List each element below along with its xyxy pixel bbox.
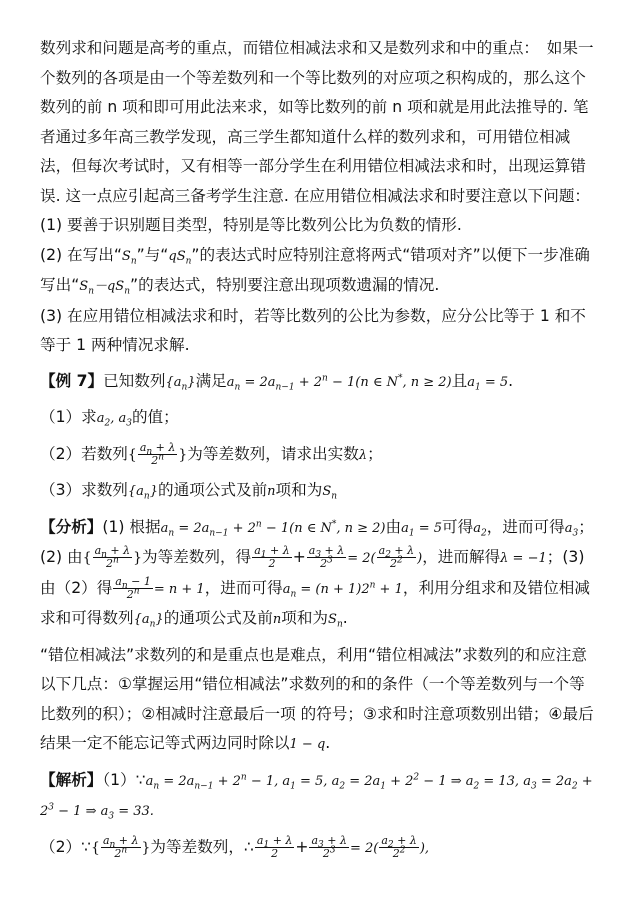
- sn-minus-qsn: $S_n-qS_n$: [79, 279, 131, 297]
- question-2: （2）若数列{ $\frac{a_n + \lambda}{2^n}$ }为等差数列，请求出实数λ；: [40, 440, 383, 467]
- fraction-an-lambda: $\frac{a_n + \lambda}{2^n}$: [139, 440, 176, 467]
- point-2-text-c: ”的表达式时应特别注意将两式“错项对齐”以便下一步准确写出“: [40, 245, 590, 294]
- example-stem: 【例 7】已知数列$\{a_n\}$满足$a_n = 2a_{n-1} + 2^n - 1(n$ ∈ N*, n ≥ 2)且$a_1 = 5$.: [40, 371, 514, 393]
- point-1: [40, 211, 600, 241]
- analysis-tag: 【分析】: [40, 517, 103, 536]
- solution-part-1: 【解析】$(1)\because a_n = 2a_{n-1} + 2^n - 1$, $a_1 = 5$, $a_2 = 2a_1 + 2^2 - 1$ ⇒ $a_2 = 13$, $a_3 = 2a_2 + 2^3 - 1$ ⇒ $a_3 = 33$.: [40, 770, 593, 822]
- sn-symbol: S: [121, 248, 131, 264]
- qsn-symbol: qS: [168, 248, 186, 264]
- analysis-paragraph: 【分析】(1) 根据$a_n = 2a_{n-1} + 2^n - 1(n$ ∈ N*, n ≥ 2)由$a_1 = 5$可得$a_2$，进而可得$a_3$；(2) 由{ $\frac{a_n + \lambda}{2^n}$ }为等差数列，得 $\frac{a_1 + \lambda}{2}$ + $\frac{a_3 + \lambda}{2^3}$ = 2( $\frac{a_2 + \lambda}{2^2}$ )，进而解得λ = −1；(3) 由（2）得 $\frac{a_n - 1}{2^n}$ = n + 1，进而可得$a_n = (n + 1)2^n + 1$，利用分组求和及错位相减求和可得数列$\{a_n\}$的通项公式及前n项和为$S_n$.: [40, 517, 594, 630]
- point-3-text: (3) 在应用错位相减法求和时，若等比数列的公比为参数，应分公比等于 1 和不等于 1 两种情况求解.: [40, 306, 586, 354]
- question-3: （3）求数列$\{a_n\}$的通项公式及前n项和为$S_n$: [40, 481, 338, 502]
- method-note: “错位相减法”求数列的和是重点也是难点，利用“错位相减法”求数列的和应注意以下几点：①掌握运用“错位相减法”求数列的和的条件（一个等差数列与一个等比数列的积）；②相减时注意最后一项 的符号；③求和时注意项数别出错；④最后结果一定不能忘记等式两边同时除以1 − q.: [40, 645, 594, 752]
- intro-text: 数列求和问题是高考的重点，而错位相减法求和又是数列求和中的重点： 如果一个数列的各项是由一个等差数列和一个等比数列的对应项之积构成的，那么这个数列的前 n 项和即可用此法来求，如等比数列的前 n 项和就是用此法推导的. 笔者通过多年高三教学发现，高三学生都知道什么样的数列求和，可用错位相减法，但每次考试时，又有相等一部分学生在利用错位相减法求和时，出现运算错误. 这一点应引起高三备考学生注意. 在应用错位相减法求和时要注意以下问题：: [40, 39, 594, 205]
- recurrence-formula: $a_n = 2a_{n-1} + 2^n - 1(n$ ∈ N*, n ≥ 2): [226, 373, 452, 393]
- intro-paragraph: [40, 34, 600, 211]
- solution-part-2: （2）∵{ $\frac{a_n + \lambda}{2^n}$ }为等差数列，∴ $\frac{a_1 + \lambda}{2}$ + $\frac{a_3 + \lambda}{2^3}$ = 2( $\frac{a_2 + \lambda}{2^2}$ ),: [40, 833, 430, 860]
- point-2-text-a: (2) 在写出“: [40, 245, 122, 264]
- method-note-text: “错位相减法”求数列的和是重点也是难点，利用“错位相减法”求数列的和应注意以下几点：①掌握运用“错位相减法”求数列的和的条件（一个等差数列与一个等比数列的积）；②相减时注意最后一项 的符号；③求和时注意项数别出错；④最后结果一定不能忘记等式两边同时除以: [40, 645, 594, 752]
- point-1-text: (1) 要善于识别题目类型，特别是等比数列公比为负数的情形.: [40, 216, 462, 234]
- question-1: （1）求$a_2$, $a_3$的值；: [40, 408, 179, 429]
- point-2-text-b: ”与“: [136, 245, 169, 264]
- solution-tag: 【解析】: [40, 770, 103, 789]
- point-2: (2) 在写出“$S_n$”与“$qS_n$”的表达式时应特别注意将两式“错项对齐”以便下一步准确写出“$S_n-qS_n$”的表达式，特别要注意出现项数遗漏的情况.: [40, 245, 590, 297]
- point-2-text-d: ”的表达式，特别要注意出现项数遗漏的情况.: [130, 276, 440, 294]
- point-3: [40, 302, 600, 361]
- example-tag: 【例 7】: [40, 371, 104, 390]
